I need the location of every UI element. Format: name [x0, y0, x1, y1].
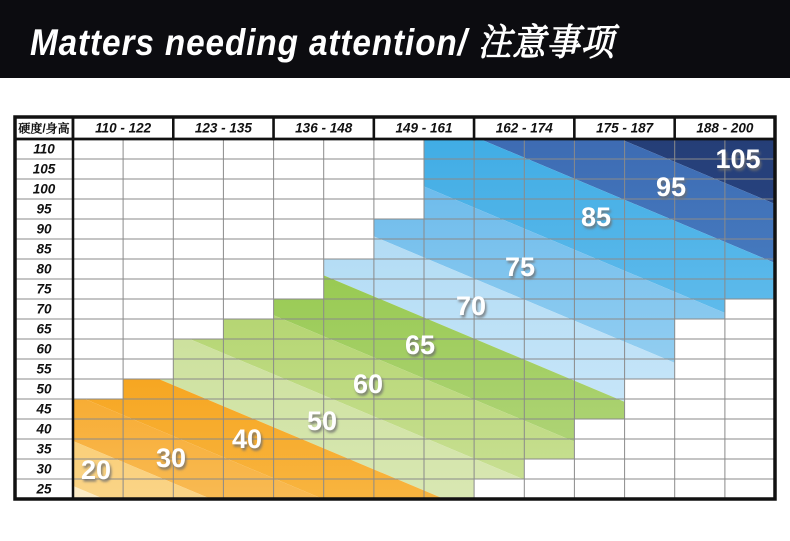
height-range-header: 188 - 200 [696, 120, 754, 136]
band-value-label: 70 [455, 291, 487, 321]
corner-header-label: 硬度/身高 [18, 121, 70, 136]
hardness-row-label: 70 [36, 301, 52, 317]
hardness-row-label: 95 [36, 201, 52, 217]
band-value-label: 85 [580, 202, 612, 232]
hardness-row-label: 105 [32, 161, 56, 177]
hardness-row-label: 55 [36, 361, 52, 377]
hardness-row-label: 110 [33, 141, 55, 157]
hardness-row-label: 40 [36, 421, 52, 437]
band-value-label: 20 [80, 455, 112, 485]
band-value-label: 65 [404, 330, 436, 360]
height-range-header: 136 - 148 [295, 120, 353, 136]
band-value-label: 40 [231, 424, 263, 454]
height-range-header: 162 - 174 [495, 120, 553, 136]
band-value-label: 95 [655, 172, 687, 202]
hardness-row-label: 60 [36, 341, 52, 357]
hardness-row-label: 100 [32, 181, 56, 197]
hardness-row-label: 45 [36, 401, 52, 417]
height-range-header: 175 - 187 [596, 120, 654, 136]
height-range-header: 123 - 135 [194, 120, 252, 136]
band-value-label: 50 [306, 406, 338, 436]
band-value-label: 75 [504, 252, 536, 282]
hardness-row-label: 85 [36, 241, 52, 257]
height-range-header: 149 - 161 [395, 120, 453, 136]
title-bar [0, 0, 790, 78]
height-range-header: 110 - 122 [95, 120, 152, 136]
band-value-label: 105 [715, 144, 761, 174]
hardness-row-label: 90 [36, 221, 52, 237]
hardness-row-label: 65 [36, 321, 52, 337]
hardness-row-label: 75 [36, 281, 52, 297]
hardness-row-label: 50 [36, 381, 52, 397]
band-value-label: 30 [155, 443, 187, 473]
hardness-row-label: 80 [36, 261, 52, 277]
hardness-row-label: 25 [36, 481, 52, 497]
band-value-label: 60 [352, 369, 384, 399]
page-title: Matters needing attention/ 注意事项 [30, 22, 615, 63]
hardness-row-label: 35 [36, 441, 52, 457]
hardness-row-label: 30 [36, 461, 52, 477]
